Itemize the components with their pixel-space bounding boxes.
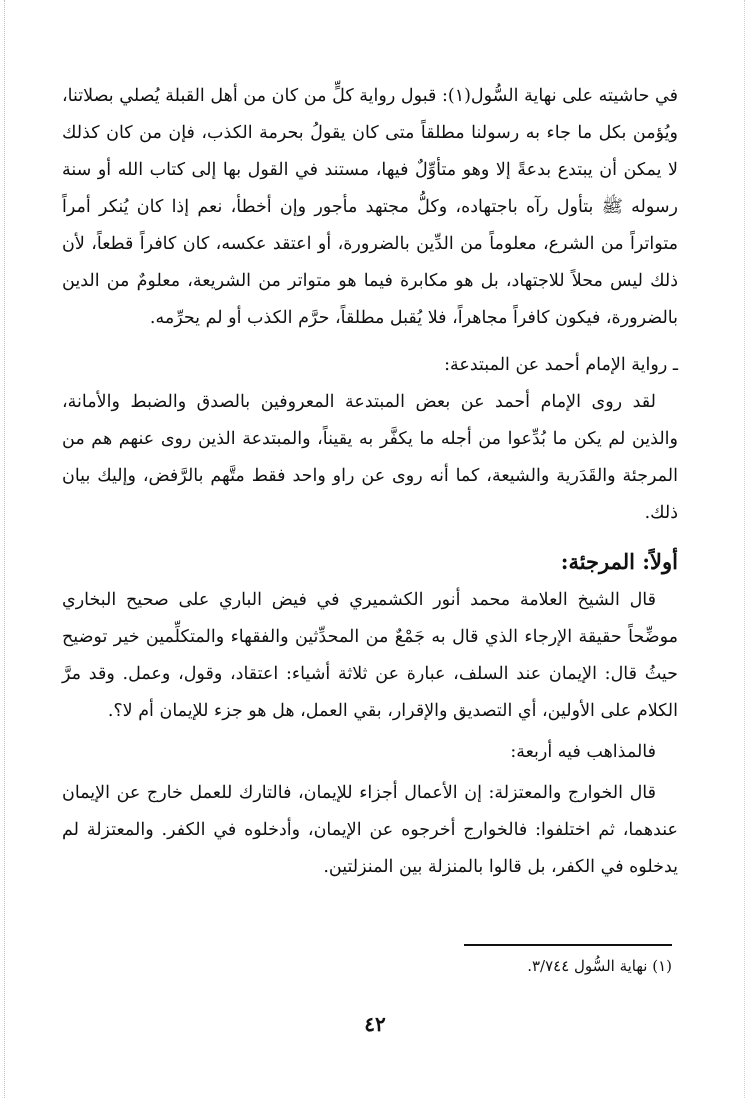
footnote-divider	[464, 944, 672, 946]
page-number: ٤٢	[364, 1012, 386, 1036]
scan-edge-left	[4, 0, 7, 1098]
paragraph-kashmiri: قال الشيخ العلامة محمد أنور الكشميري في فيض الباري على صحيح البخاري موضِّحاً حقيقة الإرجاء الذي قال به جَمْعٌ من المحدِّثين والفقهاء والمتكلِّمين خير توضيح حيثُ قال: الإيمان عند السلف، عبارة عن ثلاثة أشياء: اعتقاد، وقول، وعمل. وقد مرَّ الكلام على الأولين، أي التصديق والإقرار، بقي العمل، هل هو جزء للإيمان أم لا؟.	[62, 590, 678, 721]
footnote: (١) نهاية السُّول ٣/٧٤٤.	[527, 957, 672, 975]
paragraph-imam-ahmad: لقد روى الإمام أحمد عن بعض المبتدعة المعروفين بالصدق والضبط والأمانة، والذين لم يكن ما بُدِّعوا من أجله ما يكفَّر به يقيناً، والمبتدعة الذين روى عنهم هم من المرجئة والقَدَرية والشيعة، كما أنه روى عن راو واحد فقط متَّهم بالرَّفض، وإليك بيان ذلك.	[62, 392, 678, 523]
paragraph-khawarij: قال الخوارج والمعتزلة: إن الأعمال أجزاء للإيمان، فالتارك للعمل خارج عن الإيمان عندهما، ثم اختلفوا: فالخوارج أخرجوه عن الإيمان، وأدخلوه في الكفر. والمعتزلة لم يدخلوه في الكفر، بل قالوا بالمنزلة بين المنزلتين.	[62, 783, 678, 877]
section-heading-murjia: أولاً: المرجئة:	[560, 549, 678, 574]
scan-edge-right	[744, 0, 747, 1098]
paragraph-madhahib: فالمذاهب فيه أربعة:	[510, 742, 656, 762]
page-body	[62, 78, 678, 886]
paragraph-continuation: في حاشيته على نهاية السُّول(١): قبول رواية كلٍّ من كان من أهل القبلة يُصلي بصلاتنا، ويُؤمن بكل ما جاء به رسولنا مطلقاً متى كان يقولُ بحرمة الكذب، فإن من كان كذلك لا يمكن أن يبتدع بدعةً إلا وهو متأوِّلٌ فيها، مستند في القول بها إلى كتاب الله أو سنة رسوله ﷺ بتأول رآه باجتهاده، وكلُّ مجتهد مأجور وإن أخطأ، نعم إذا كان يُنكر أمراً متواتراً من الشرع، معلوماً من الدِّين بالضرورة، أو اعتقد عكسه، كان كافراً قطعاً، لأن ذلك ليس محلاً للاجتهاد، بل هو مكابرة فيما هو متواتر من الشريعة، معلومٌ من الدين بالضرورة، فيكون كافراً مجاهراً، فلا يُقبل مطلقاً، حرَّم الكذب أو لم يحرِّمه.	[62, 86, 678, 328]
section-subheading-imam-ahmad: ـ رواية الإمام أحمد عن المبتدعة:	[444, 355, 678, 375]
